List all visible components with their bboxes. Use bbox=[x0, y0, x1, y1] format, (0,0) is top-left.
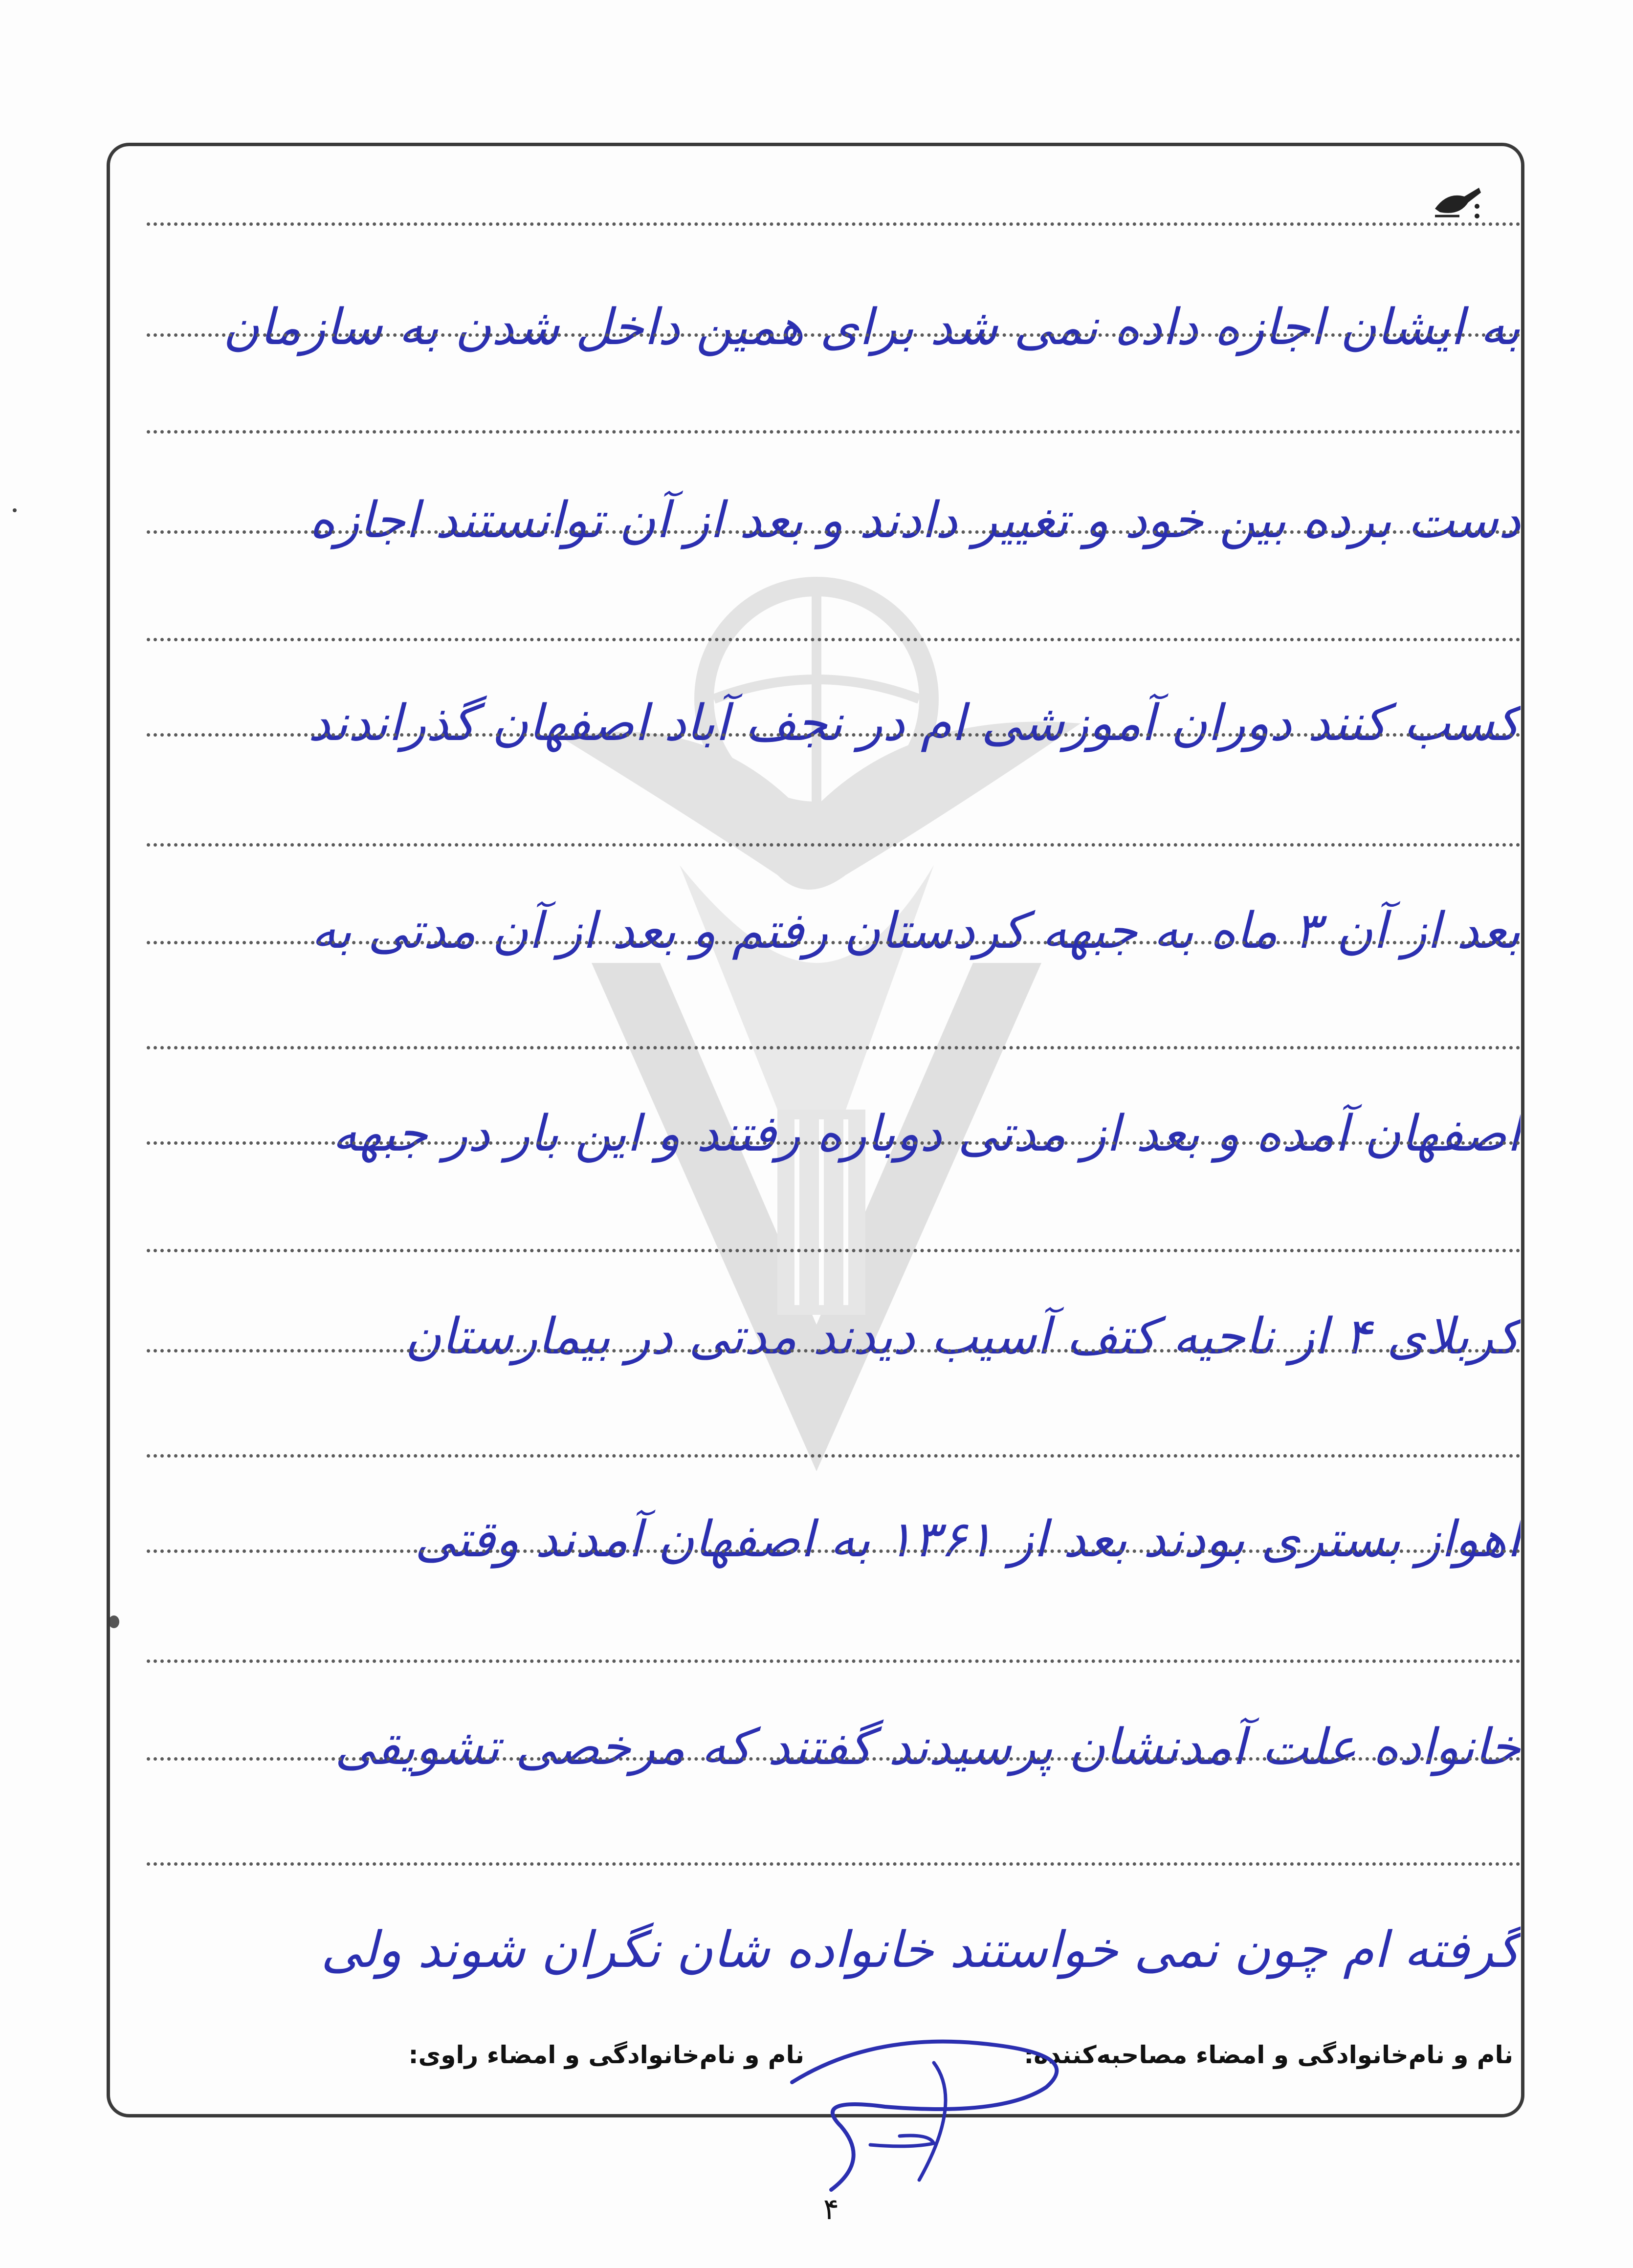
handwritten-line: گرفته ام چون نمی خواستند خانواده شان نگران شوند ولی bbox=[321, 1921, 1521, 1979]
ruled-line bbox=[147, 1349, 1521, 1352]
stray-ink-dot bbox=[13, 508, 17, 512]
ruled-line bbox=[147, 941, 1521, 944]
pen-writing-icon bbox=[1430, 182, 1484, 221]
ruled-line bbox=[147, 1454, 1521, 1458]
handwritten-line: خانواده علت آمدنشان پرسیدند گفتند که مرخصی تشویقی bbox=[334, 1718, 1521, 1776]
ruled-line bbox=[147, 1249, 1521, 1252]
ruled-line bbox=[147, 1659, 1521, 1663]
ruled-line bbox=[147, 1757, 1521, 1761]
handwritten-line: به ایشان اجازه داده نمی شد برای همین داخل شدن به سازمان bbox=[222, 298, 1521, 356]
handwritten-signature bbox=[772, 2014, 1115, 2195]
ruled-line bbox=[147, 333, 1521, 337]
ruled-line bbox=[147, 1141, 1521, 1145]
ruled-line bbox=[147, 843, 1521, 847]
page-number: ۴ bbox=[823, 2192, 839, 2226]
ruled-line bbox=[147, 1046, 1521, 1049]
ruled-line bbox=[147, 430, 1521, 434]
handwritten-line: کسب کنند دوران آموزشی ام در نجف آباد اصفهان گذراندند bbox=[308, 694, 1521, 752]
ruled-line bbox=[147, 1862, 1521, 1866]
narrator-signature-label: نام و نام‌خانوادگی و امضاء راوی: bbox=[408, 2041, 804, 2069]
handwritten-line: اهواز بستری بودند بعد از ۱۳۶۱ به اصفهان آمدند وقتی bbox=[415, 1510, 1521, 1569]
handwritten-line: بعد از آن ۳ ماه به جبهه کردستان رفتم و بعد از آن مدتی به bbox=[311, 902, 1521, 960]
handwritten-line: دست برده بین خود و تغییر دادند و بعد از آن توانستند اجازه bbox=[309, 491, 1521, 549]
ruled-line bbox=[147, 1549, 1521, 1553]
handwritten-line: کربلای ۴ از ناحیه کتف آسیب دیدند مدتی در بیمارستان bbox=[404, 1308, 1521, 1366]
ruled-line bbox=[147, 733, 1521, 737]
interviewer-signature-label: نام و نام‌خانوادگی و امضاء مصاحبه‌کننده: bbox=[1024, 2041, 1513, 2069]
ruled-line bbox=[147, 530, 1521, 534]
ruled-line bbox=[147, 638, 1521, 641]
ruled-line bbox=[147, 222, 1521, 226]
handwritten-line: اصفهان آمده و بعد از مدتی دوباره رفتند و این بار در جبهه bbox=[332, 1105, 1521, 1163]
